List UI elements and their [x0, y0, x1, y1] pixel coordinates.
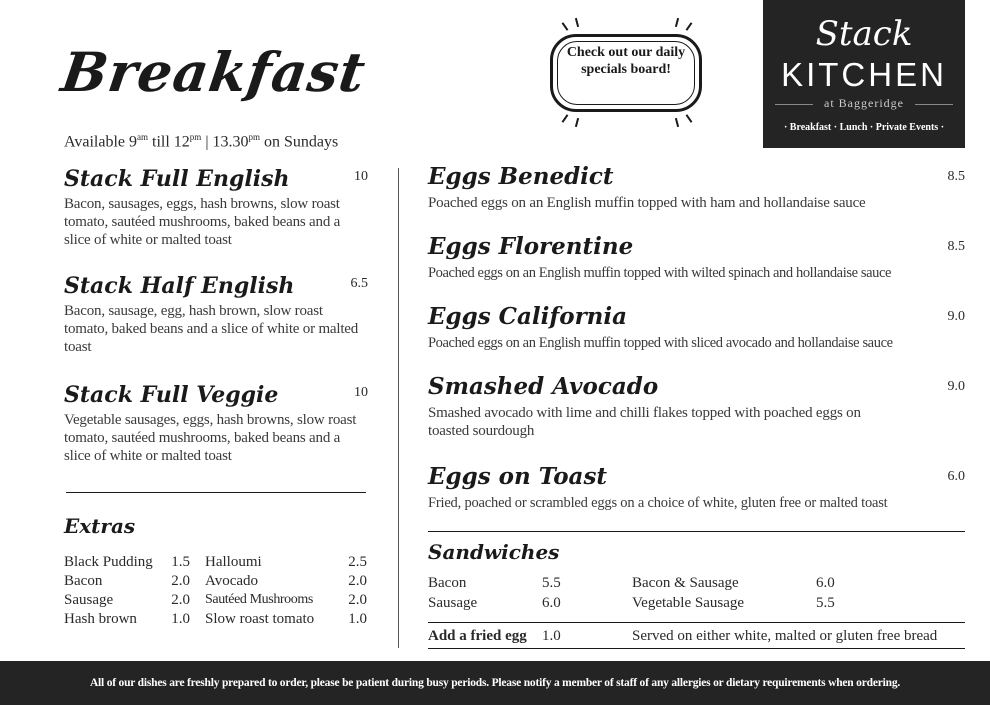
- item-name: Stack Full English: [64, 166, 290, 192]
- item-description: Vegetable sausages, eggs, hash browns, slow roast tomato, sautéed mushrooms, baked beans and a slice of white or malted toast: [64, 412, 357, 464]
- served-note: Served on either white, malted or gluten free bread: [632, 628, 938, 644]
- extra-price: 1.5: [171, 554, 190, 570]
- extra-price: 2.0: [171, 573, 190, 589]
- extra-name: Bacon: [64, 573, 103, 589]
- ray-decoration: [575, 18, 579, 27]
- item-name: Eggs California: [428, 303, 628, 330]
- ray-decoration: [575, 118, 579, 127]
- menu-title: Breakfast: [57, 40, 370, 104]
- extra-name: Black Pudding: [64, 554, 153, 570]
- sandwich-price: 5.5: [816, 595, 835, 611]
- item-description: Fried, poached or scrambled eggs on a choice of white, gluten free or malted toast: [428, 495, 888, 511]
- logo-location: at Baggeridge: [824, 96, 904, 110]
- specials-badge-text: Check out our daily specials board!: [566, 45, 686, 77]
- item-description: Poached eggs on an English muffin topped with wilted spinach and hollandaise sauce: [428, 265, 892, 281]
- section-divider: [428, 531, 965, 532]
- ray-decoration: [562, 114, 569, 123]
- brand-logo: [763, 0, 965, 148]
- item-description: Poached eggs on an English muffin topped with ham and hollandaise sauce: [428, 195, 866, 211]
- sandwiches-title: Sandwiches: [428, 540, 560, 564]
- item-name: Eggs on Toast: [428, 463, 608, 490]
- extra-name: Slow roast tomato: [205, 611, 315, 627]
- item-name: Stack Full Veggie: [64, 382, 279, 408]
- add-on-price: 1.0: [542, 628, 561, 644]
- item-name: Eggs Florentine: [428, 233, 634, 260]
- menu-item: [64, 272, 368, 356]
- extra-name: Hash brown: [64, 611, 137, 627]
- item-name: Smashed Avocado: [428, 373, 659, 400]
- item-name: Eggs Benedict: [428, 163, 614, 190]
- add-on-row: [428, 628, 527, 645]
- item-price: 8.5: [947, 239, 965, 254]
- availability-text: Available $9^{am}$ till $12^{pm}$ | $13.30^{pm}$ on Sundays: [64, 132, 339, 151]
- extra-price: 2.0: [348, 573, 367, 589]
- menu-item: [428, 463, 965, 512]
- item-name: Stack Half English: [64, 273, 295, 299]
- extra-price: 1.0: [171, 611, 190, 627]
- extra-name: Halloumi: [205, 554, 262, 570]
- item-price: 10: [354, 385, 368, 400]
- extra-price: 2.0: [171, 592, 190, 608]
- item-description: Smashed avocado with lime and chilli flakes topped with poached eggs on toasted sourdough: [428, 405, 861, 439]
- specials-badge: [540, 20, 712, 124]
- section-divider: [66, 492, 366, 493]
- menu-item: [428, 303, 965, 352]
- item-description: Bacon, sausages, eggs, hash browns, slow roast tomato, sautéed mushrooms, baked beans and a slice of white or malted toast: [64, 196, 341, 248]
- logo-tagline: · Breakfast · Lunch · Private Events ·: [783, 122, 945, 133]
- sandwich-name: Bacon: [428, 575, 467, 591]
- extra-price: 2.5: [348, 554, 367, 570]
- sandwich-name: Bacon & Sausage: [632, 575, 739, 591]
- extra-name: Avocado: [205, 573, 259, 589]
- item-price: 6.0: [947, 469, 965, 484]
- extra-name: Sautéed Mushrooms: [205, 592, 313, 607]
- extra-price: 1.0: [348, 611, 367, 627]
- logo-kitchen: KITCHEN: [781, 56, 947, 93]
- ray-decoration: [686, 114, 693, 123]
- sandwich-name: Vegetable Sausage: [632, 595, 745, 611]
- logo-divider: [915, 104, 953, 105]
- footer-notice: All of our dishes are freshly prepared to order, please be patient during busy periods. Please notify a member of staff of any allergies or dietary requirements when ordering.: [0, 661, 990, 705]
- logo-stack: Stack: [815, 14, 913, 54]
- sandwich-price: 6.0: [542, 595, 561, 611]
- menu-item: [428, 233, 965, 282]
- item-price: 6.5: [350, 276, 368, 291]
- item-description: Bacon, sausage, egg, hash brown, slow roast tomato, baked beans and a slice of white or malted toast: [64, 303, 359, 355]
- menu-item: [428, 373, 965, 440]
- ray-decoration: [686, 22, 693, 31]
- item-price: 10: [354, 169, 368, 184]
- menu-item: [64, 381, 368, 465]
- extra-price: 2.0: [348, 592, 367, 608]
- menu-item: [64, 165, 368, 249]
- column-divider: [398, 168, 399, 648]
- item-price: 9.0: [947, 379, 965, 394]
- sandwich-price: 5.5: [542, 575, 561, 591]
- extra-name: Sausage: [64, 592, 114, 608]
- sandwich-name: Sausage: [428, 595, 478, 611]
- ray-decoration: [562, 22, 569, 31]
- item-description: Poached eggs on an English muffin topped with sliced avocado and hollandaise sauce: [428, 335, 893, 351]
- ray-decoration: [675, 118, 679, 127]
- section-divider: [428, 622, 965, 623]
- ray-decoration: [675, 18, 679, 27]
- sandwich-price: 6.0: [816, 575, 835, 591]
- section-divider: [428, 648, 965, 649]
- menu-item: [428, 163, 965, 212]
- add-on-label: Add a fried egg: [428, 628, 527, 644]
- item-price: 8.5: [947, 169, 965, 184]
- extras-title: Extras: [64, 514, 136, 538]
- item-price: 9.0: [947, 309, 965, 324]
